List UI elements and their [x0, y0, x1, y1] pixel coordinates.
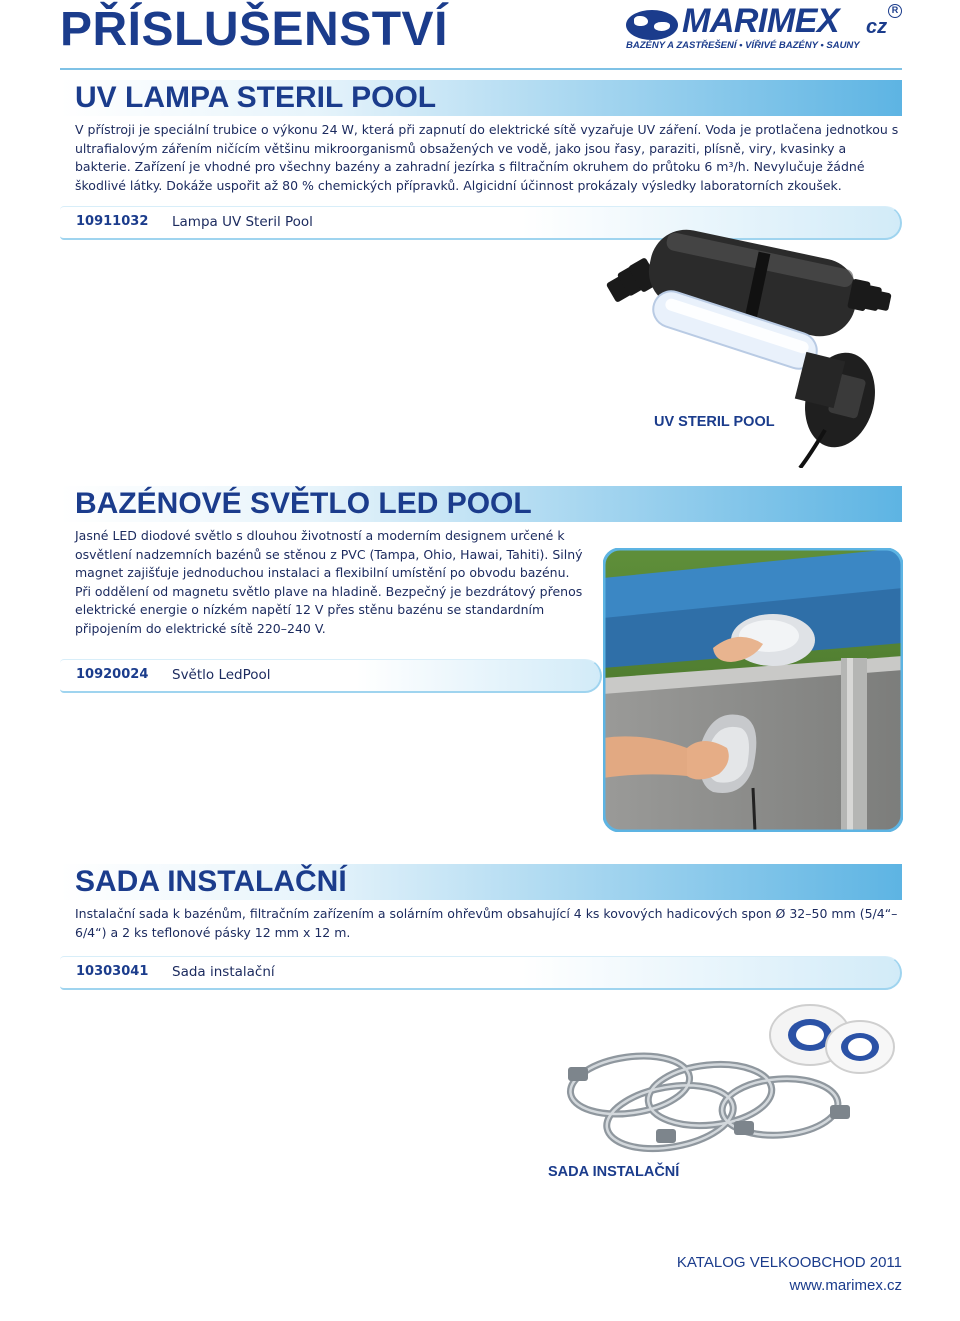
section-description-uv-lamp: V přístroji je speciální trubice o výkonu 24 W, která při zapnutí do elektrické sítě vyzařuje UV záření. Voda je protlačena jednotkou s ultrafialovým zářením ničícím většinu mikroorganismů obsažených ve vodě, jako jsou řasy, paraziti, plísně, viry, kvasinky a bakterie. Zařízení je vhodné pro všechny bazény a zahradní jezírka s filtračním okruhem do průtoku 6 m³/h. Nevylučuje žádné škodlivé látky. Dokáže uspořit až 80 % chemických přípravků. Algicidní účinnost prokázaly výsledky laboratorních zkoušek. — [75, 122, 899, 193]
uv-lamp-image — [600, 220, 900, 468]
page-title: PŘÍSLUŠENSTVÍ — [60, 3, 448, 56]
header-divider — [60, 68, 902, 70]
logo-text: MARIMEX — [682, 2, 840, 40]
product-row-led-pool[interactable] — [60, 659, 602, 693]
footer-catalog: KATALOG VELKOOBCHOD 2011 — [676, 1254, 902, 1271]
marimex-logo[interactable] — [626, 2, 906, 52]
section-title-uv-lamp: UV LAMPA STERIL POOL — [75, 81, 437, 114]
product-code: 10920024 — [76, 667, 149, 682]
product-name: Sada instalační — [172, 964, 275, 980]
product-name: Lampa UV Steril Pool — [172, 214, 313, 230]
product-code: 10911032 — [76, 214, 149, 229]
led-pool-light-image — [603, 548, 903, 832]
section-description-led-pool: Jasné LED diodové světlo s dlouhou životností a moderním designem určené k osvětlení nadzemních bazénů se stěnou z PVC (Tampa, Ohio, Hawai, Tahiti). Silný magnet zajišťuje jednoduchou instalaci a flexibilní umístění po obvodu bazénu. Při oddělení od magnetu světlo plave na hladině. Bezpečný je bezdrátový přenos elektrické energie o nízkém napětí 12 V přes stěnu bazénu se standardním připojením do elektrické sítě 220–240 V. — [75, 528, 583, 636]
product-name: Světlo LedPool — [172, 667, 271, 683]
product-row-install-kit[interactable] — [60, 956, 902, 990]
globe-icon — [626, 10, 678, 40]
product-code: 10303041 — [76, 964, 149, 979]
image-caption-uv-lamp: UV STERIL POOL — [654, 414, 775, 430]
logo-tagline: BAZÉNY A ZASTŘEŠENÍ • VÍŘIVÉ BAZÉNY • SAUNY — [626, 40, 860, 51]
registered-icon: R — [888, 4, 902, 18]
install-kit-image — [560, 995, 900, 1165]
section-description-install-kit: Instalační sada k bazénům, filtračním zařízením a solárním ohřevům obsahující 4 ks kovových hadicových spon Ø 32–50 mm (5/4“–6/4“) a 2 ks teflonové pásky 12 mm x 12 m. — [75, 906, 898, 940]
section-title-install-kit: SADA INSTALAČNÍ — [75, 865, 347, 898]
logo-suffix: cz — [866, 16, 888, 38]
footer-url-link[interactable]: www.marimex.cz — [789, 1277, 902, 1294]
section-title-led-pool: BAZÉNOVÉ SVĚTLO LED POOL — [75, 487, 532, 520]
image-caption-install-kit: SADA INSTALAČNÍ — [548, 1164, 680, 1180]
